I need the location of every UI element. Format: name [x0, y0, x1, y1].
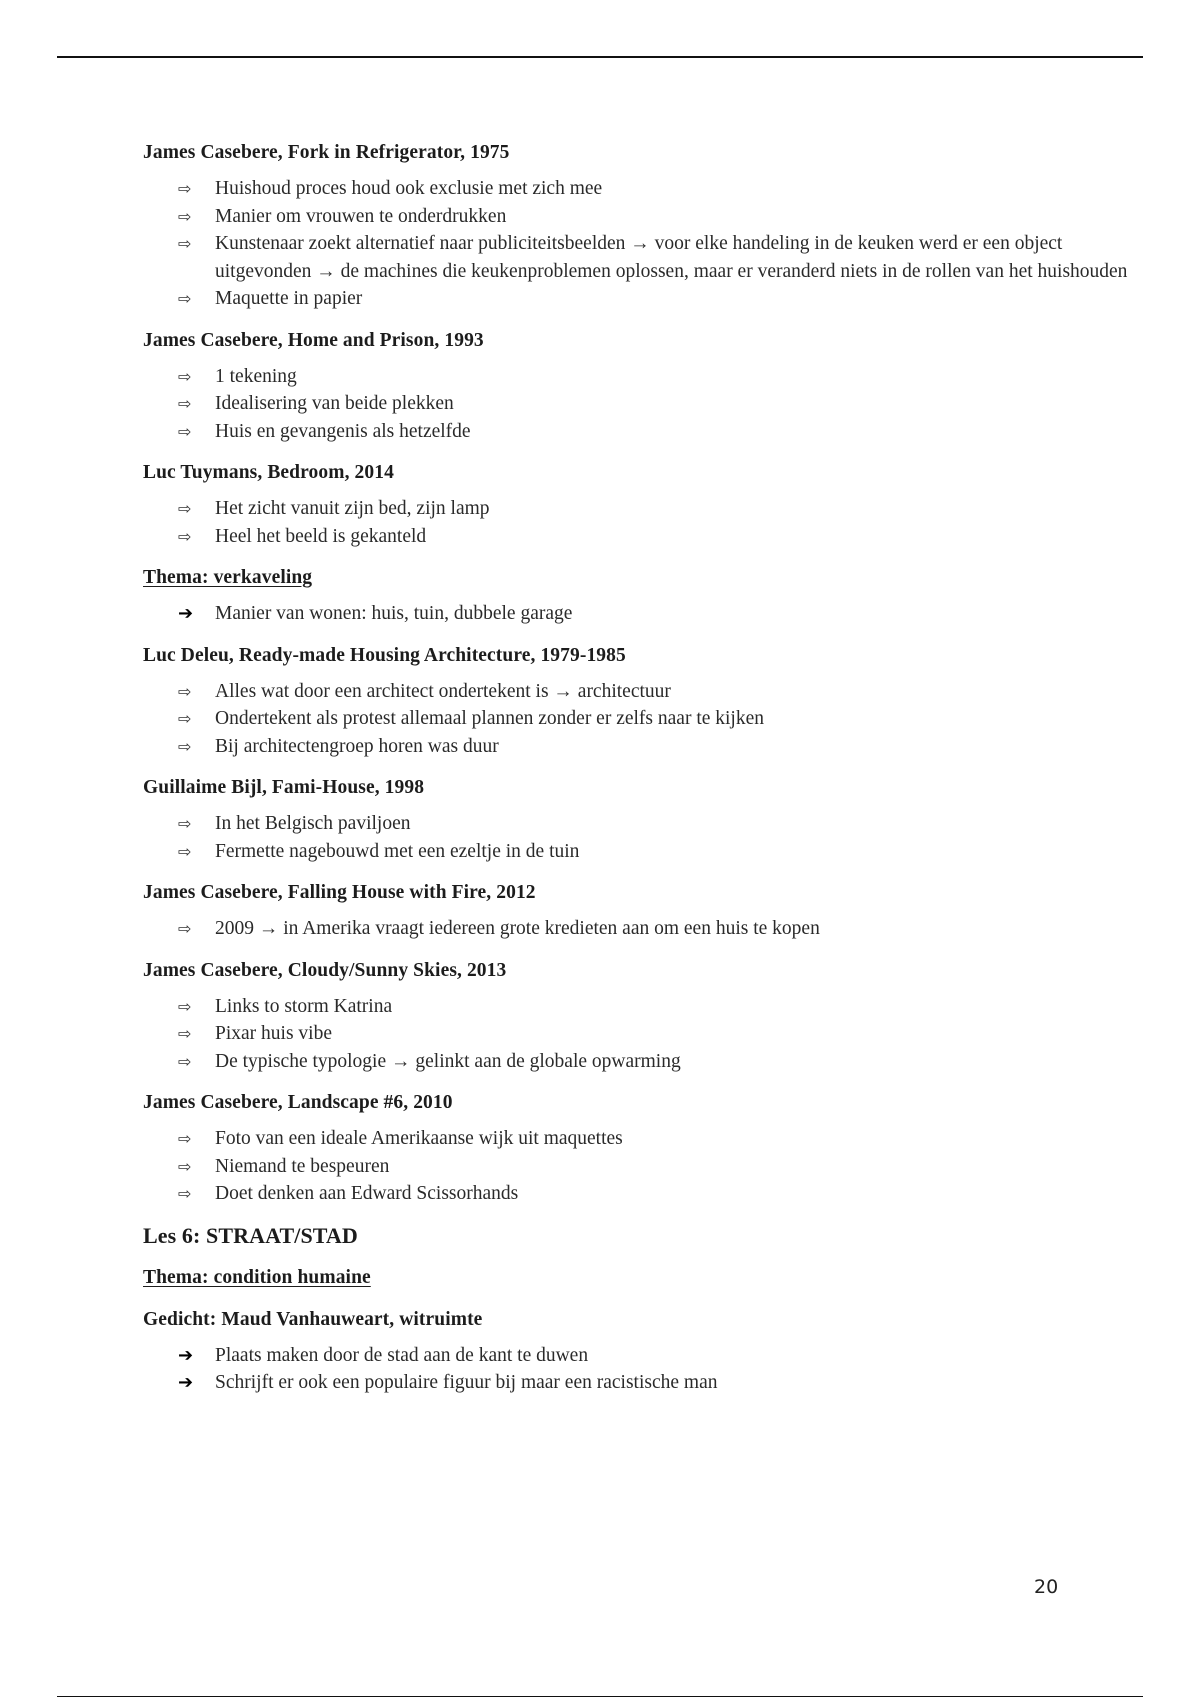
list-item: ⇨ Manier om vrouwen te onderdrukken	[143, 203, 1143, 231]
list-item: ⇨ Alles wat door een architect ondertekent is → architectuur	[143, 678, 1143, 706]
list-item: ⇨ Het zicht vanuit zijn bed, zijn lamp	[143, 495, 1143, 523]
outline-arrow-icon: ⇨	[178, 919, 192, 938]
page-number: 20	[1034, 1576, 1059, 1598]
lesson-heading: Les 6: STRAAT/STAD	[143, 1222, 358, 1248]
section-heading: Luc Tuymans, Bedroom, 2014	[143, 462, 394, 483]
section-heading: Luc Deleu, Ready-made Housing Architecture, 1979-1985	[143, 644, 626, 666]
section-heading: Gedicht: Maud Vanhauweart, witruimte	[143, 1308, 483, 1330]
footer-rule	[57, 1696, 1143, 1697]
outline-arrow-icon: ⇨	[178, 421, 192, 441]
outline-arrow-icon: ⇨	[178, 526, 192, 546]
list-item: ⇨ Links to storm Katrina	[143, 993, 1143, 1021]
outline-arrow-icon: ⇨	[178, 499, 192, 518]
bullet-list	[143, 993, 1143, 1076]
bullet-list	[143, 1125, 1143, 1208]
list-item: ⇨ Niemand te bespeuren	[143, 1153, 1143, 1181]
outline-arrow-icon: ⇨	[178, 1156, 192, 1176]
bullet-list	[143, 600, 1143, 628]
list-item: ⇨ 2009 → in Amerika vraagt iedereen grote kredieten aan om een huis te kopen	[143, 915, 1143, 943]
list-item: ⇨ De typische typologie → gelinkt aan de globale opwarming	[143, 1048, 1143, 1076]
section-heading: Guillaime Bijl, Fami-House, 1998	[143, 777, 425, 798]
bullet-list	[143, 1342, 1143, 1397]
bullet-list	[143, 915, 1143, 943]
section-heading: James Casebere, Landscape #6, 2010	[143, 1092, 453, 1113]
theme-heading: Thema: condition humaine	[143, 1266, 371, 1288]
outline-arrow-icon: ⇨	[178, 206, 192, 226]
list-item: ⇨ Fermette nagebouwd met een ezeltje in de tuin	[143, 838, 1143, 866]
section-heading: James Casebere, Fork in Refrigerator, 1975	[143, 142, 510, 163]
bullet-list	[143, 363, 1143, 446]
header-rule	[57, 56, 1143, 58]
theme-heading: Thema: verkaveling	[143, 567, 313, 588]
bullet-list	[143, 810, 1143, 865]
list-item: ➔ Schrijft er ook een populaire figuur bij maar een racistische man	[143, 1369, 1143, 1397]
list-item: ⇨ Doet denken aan Edward Scissorhands	[143, 1180, 1143, 1208]
outline-arrow-icon: ⇨	[178, 814, 192, 833]
list-item: ➔ Manier van wonen: huis, tuin, dubbele garage	[143, 600, 1143, 628]
outline-arrow-icon: ⇨	[178, 394, 192, 413]
outline-arrow-icon: ⇨	[178, 234, 192, 253]
outline-arrow-icon: ⇨	[178, 1184, 192, 1203]
list-item: ⇨ In het Belgisch paviljoen	[143, 810, 1143, 838]
list-item: ⇨ Foto van een ideale Amerikaanse wijk uit maquettes	[143, 1125, 1143, 1153]
outline-arrow-icon: ⇨	[178, 736, 192, 756]
list-item: ⇨ Ondertekent als protest allemaal plannen zonder er zelfs naar te kijken	[143, 705, 1143, 733]
outline-arrow-icon: ⇨	[178, 1051, 192, 1071]
list-item: ⇨ Bij architectengroep horen was duur	[143, 733, 1143, 761]
list-item: ⇨ 1 tekening	[143, 363, 1143, 391]
solid-arrow-icon: ➔	[178, 1372, 194, 1393]
solid-arrow-icon: ➔	[178, 603, 194, 624]
solid-arrow-icon: ➔	[178, 1344, 194, 1366]
list-item: ⇨ Kunstenaar zoekt alternatief naar publiciteitsbeelden → voor elke handeling in de keuken werd er een object uitgevonden → de machines die keukenproblemen oplossen, maar er veranderd niets in de rollen van het huishouden	[143, 230, 1143, 285]
document-body	[143, 139, 1143, 1411]
list-item: ⇨ Pixar huis vibe	[143, 1020, 1143, 1048]
outline-arrow-icon: ⇨	[178, 841, 192, 861]
list-item: ⇨ Heel het beeld is gekanteld	[143, 523, 1143, 551]
bullet-list	[143, 678, 1143, 761]
list-item: ⇨ Maquette in papier	[143, 285, 1143, 313]
outline-arrow-icon: ⇨	[178, 179, 192, 198]
outline-arrow-icon: ⇨	[178, 681, 192, 701]
section-heading: James Casebere, Falling House with Fire, 2012	[143, 882, 536, 903]
section-heading: James Casebere, Cloudy/Sunny Skies, 2013	[143, 959, 507, 981]
outline-arrow-icon: ⇨	[178, 366, 192, 386]
outline-arrow-icon: ⇨	[178, 289, 192, 308]
bullet-list	[143, 495, 1143, 550]
list-item: ⇨ Huis en gevangenis als hetzelfde	[143, 418, 1143, 446]
list-item: ⇨ Idealisering van beide plekken	[143, 390, 1143, 418]
outline-arrow-icon: ⇨	[178, 709, 192, 728]
bullet-list	[143, 175, 1143, 313]
section-heading: James Casebere, Home and Prison, 1993	[143, 329, 484, 351]
outline-arrow-icon: ⇨	[178, 1129, 192, 1148]
list-item: ➔ Plaats maken door de stad aan de kant te duwen	[143, 1342, 1143, 1370]
outline-arrow-icon: ⇨	[178, 1024, 192, 1043]
list-item: ⇨ Huishoud proces houd ook exclusie met zich mee	[143, 175, 1143, 203]
outline-arrow-icon: ⇨	[178, 996, 192, 1016]
